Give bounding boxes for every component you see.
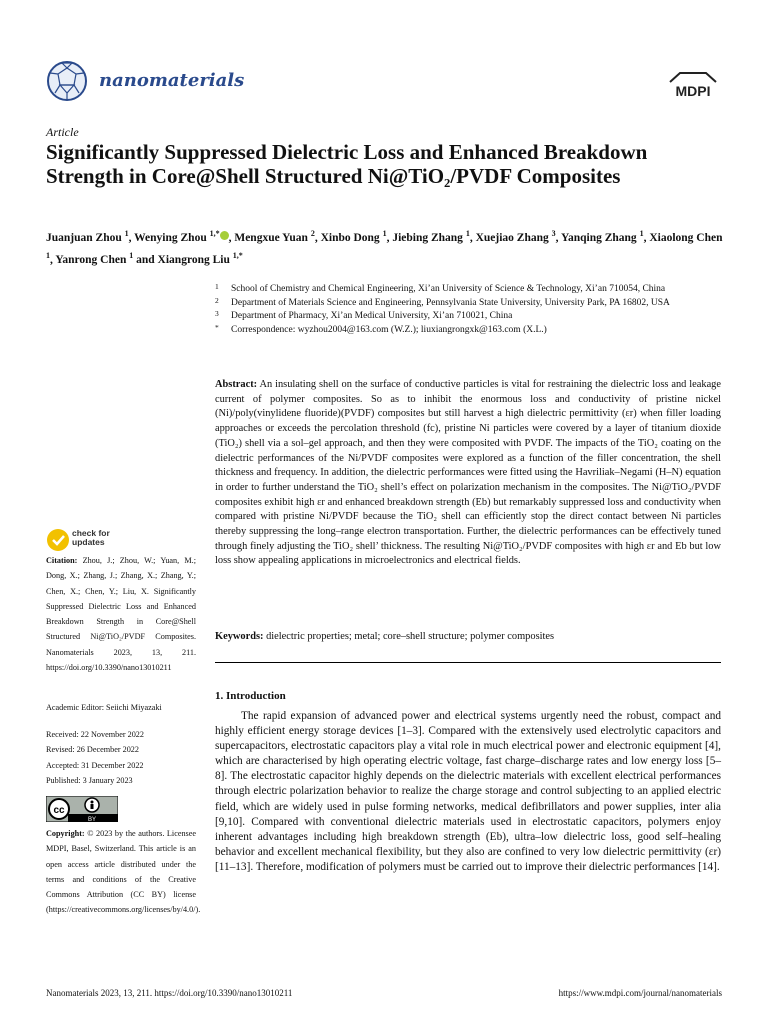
affiliation-text: Department of Materials Science and Engineering, Pennsylvania State University, University Park, PA 16802, USA bbox=[231, 297, 670, 308]
cc-by-license-icon[interactable] bbox=[46, 796, 118, 822]
author: Xinbo Dong bbox=[320, 231, 380, 244]
affiliation-item bbox=[215, 310, 735, 324]
author: Wenying Zhou bbox=[134, 231, 207, 244]
article-type: Article bbox=[46, 125, 79, 139]
author: Mengxue Yuan bbox=[234, 231, 308, 244]
license-badge-text: BY bbox=[87, 817, 97, 822]
author-affil: 1 bbox=[129, 250, 134, 260]
author: Jiebing Zhang bbox=[392, 231, 463, 244]
keywords-label: Keywords: bbox=[215, 631, 264, 642]
author-affil: 1,* bbox=[209, 229, 220, 238]
author: Xiaolong Chen bbox=[649, 231, 723, 244]
author: Yanrong Chen bbox=[55, 253, 127, 266]
svg-text:cc: cc bbox=[53, 805, 65, 816]
keywords-text: dielectric properties; metal; core–shell structure; polymer composites bbox=[266, 631, 555, 642]
citation-block bbox=[46, 553, 196, 675]
correspondence[interactable] bbox=[215, 324, 735, 338]
affiliation-text: Department of Pharmacy, Xi’an Medical University, Xi’an 710021, China bbox=[231, 311, 513, 321]
affiliations bbox=[215, 283, 735, 337]
section-heading: 1. Introduction bbox=[215, 690, 286, 702]
abstract-label: Abstract: bbox=[215, 379, 258, 390]
article-title: Significantly Suppressed Dielectric Loss and Enhanced Breakdown Strength in Core@Shell Structured Ni@TiO₂/PVDF Composites bbox=[46, 140, 648, 188]
copyright-text: © 2023 by the authors. Licensee MDPI, Basel, Switzerland. This article is an open access article distributed under the terms and conditions of the Creative Commons Attribution (CC BY) license (https://creativecommons.org/licenses/by/4.0/). bbox=[46, 829, 201, 915]
author: Juanjuan Zhou bbox=[46, 231, 122, 244]
academic-editor: Academic Editor: Seiichi Miyazaki bbox=[46, 703, 162, 712]
orcid-icon[interactable] bbox=[220, 231, 229, 240]
introduction-paragraph: The rapid expansion of advanced power and electrical systems urgently need the robust, compact and highly efficient energy storage devices [1–3]. Compared with the extensively used electrolytic capacitors and supercapacitors, electrostatic capacitors play a vital role in much electrical power and electronic equipment [4], which are characterised by high operating electric voltage, fast charge–discharge rates and low energy loss [5–8]. The electrostatic capacitor highly depends on the dielectric materials with excellent electrical performances through electric polarization behavior to realize the charge storage and control subjecting to an applied electric field, which are widely used in pulse forming networks, medical defibrillators and power supplies, inter alia [9,10]. Compared with conventional dielectric materials used in electrostatic capacitors, polymers enjoy inherent advantages including high breakdown strength (Eb), ultra–low dielectric loss, good self–healing behavior and excellent mechanical flexibility, but they also are confined to very low dielectric permittivity (εr) [11–13]. Therefore, modification of polymers must be carried out to improve their dielectric performances [14]. bbox=[215, 710, 721, 873]
author-affil: 1,* bbox=[232, 250, 243, 260]
date-published: Published: 3 January 2023 bbox=[46, 775, 133, 785]
date-revised: Revised: 26 December 2022 bbox=[46, 745, 139, 755]
author: Yanqing Zhang bbox=[560, 231, 637, 244]
author-list: Juanjuan Zhou $^1$, Wenying Zhou $^{1,*}$ , Mengxue Yuan $^2$, Xinbo Dong $^1$, Jiebing Zhang $^1$, Xuejiao Zhang $^3$, Yanqing Zhang $^1$, Xiaolong Chen $^1$, Yanrong Chen $^1$ and Xiangrong Liu $^{1,*}$ bbox=[46, 229, 723, 266]
keywords bbox=[215, 630, 721, 645]
author-affil: 1 bbox=[639, 229, 644, 238]
section-divider bbox=[215, 662, 721, 663]
affiliation-num: * bbox=[215, 322, 219, 332]
author-affil: 2 bbox=[310, 229, 315, 238]
journal-name[interactable]: nanomaterials bbox=[99, 70, 245, 91]
author-affil: 1 bbox=[382, 229, 387, 238]
author-affil: 1 bbox=[46, 250, 50, 260]
check-updates-line: updates bbox=[72, 537, 105, 547]
affiliation-num: 1 bbox=[215, 282, 219, 291]
abstract bbox=[215, 378, 721, 569]
citation-text: Zhou, J.; Zhou, W.; Yuan, M.; Dong, X.; Zhang, J.; Zhang, X.; Zhang, Y.; Chen, X.; Chen, Y.; Liu, X. Significantly Suppressed Dielectric Loss and Enhanced Breakdown Strength in Core@Shell Structured Ni@TiO₂/PVDF Composites. Nanomaterials 2023, 13, 211. https://doi.org/10.3390/nano13010211 bbox=[46, 556, 196, 673]
footer-journal-url[interactable]: https://www.mdpi.com/journal/nanomaterials bbox=[558, 988, 722, 998]
affiliation-num: 3 bbox=[215, 309, 219, 318]
nanomaterials-logo-icon bbox=[46, 60, 88, 102]
date-accepted: Accepted: 31 December 2022 bbox=[46, 760, 144, 770]
dates-block bbox=[46, 727, 196, 788]
author-affil: 3 bbox=[551, 229, 556, 238]
author-affil: 1 bbox=[124, 229, 129, 238]
affiliation-text: Correspondence: wyzhou2004@163.com (W.Z.); liuxiangrongxk@163.com (X.L.) bbox=[231, 324, 547, 335]
author: Xuejiao Zhang bbox=[475, 231, 549, 244]
mdpi-logo-icon bbox=[666, 70, 720, 100]
author-affil: 1 bbox=[465, 229, 470, 238]
abstract-text: An insulating shell on the surface of conductive particles is vital for restraining the dielectric loss and leakage current of polymer composites. So as to inhibit the enormous loss and conductivity of pristine nickel (Ni)/poly(vinylidene fluoride)(PVDF) composites but still harvest a high dielectric permittivity (εr) when filler loading approaches or exceeds the percolation threshold (fc), pristine Ni particles were covered by a layer of titanium dioxide (TiO₂) shell via a sol–gel approach, and then they were composited with PVDF. The impacts of the TiO₂ coating on the dielectric performances of the Ni/PVDF composites were explored as a function of the filler concentration, the shell thickness and frequency. In addition, the dielectric performances were fitted using the Havriliak–Negami (H–N) equation in order to further understand the TiO₂ shell’s effect on polarization mechanism in the composites. The Ni@TiO₂/PVDF composites exhibit high εr and enhanced breakdown strength (Eb) but remarkably suppressed loss and conductivity when compared with pristine Ni/PVDF because the TiO₂ shell can efficiently stop the direct contact between Ni particles thereby suppressing the long–range electron transportation. Further, the dielectric performances can be effectively tuned through finely adjusting the TiO₂ shell’ thickness. The resulting Ni@TiO₂/PVDF composites with high εr and Eb but low loss show appealing applications in microelectronics and electrical fields. bbox=[215, 379, 721, 567]
introduction-body bbox=[215, 709, 721, 875]
copyright-label: Copyright: bbox=[46, 829, 85, 838]
affiliation-item bbox=[215, 297, 735, 311]
affiliation-num: 2 bbox=[215, 295, 219, 305]
footer-citation[interactable]: Nanomaterials 2023, 13, 211. https://doi.org/10.3390/nano13010211 bbox=[46, 988, 293, 998]
mdpi-logo-text: MDPI bbox=[675, 83, 711, 99]
affiliation-item bbox=[215, 283, 735, 297]
citation-label: Citation: bbox=[46, 556, 78, 565]
affiliation-text: School of Chemistry and Chemical Engineering, Xi’an University of Science & Technology, Xi’an 710054, China bbox=[231, 284, 666, 294]
date-received: Received: 22 November 2022 bbox=[46, 730, 144, 739]
copyright-block bbox=[46, 826, 201, 918]
author: Xiangrong Liu bbox=[157, 253, 230, 266]
check-for-updates-text[interactable] bbox=[72, 529, 110, 547]
check-updates-line: check for bbox=[72, 528, 110, 538]
